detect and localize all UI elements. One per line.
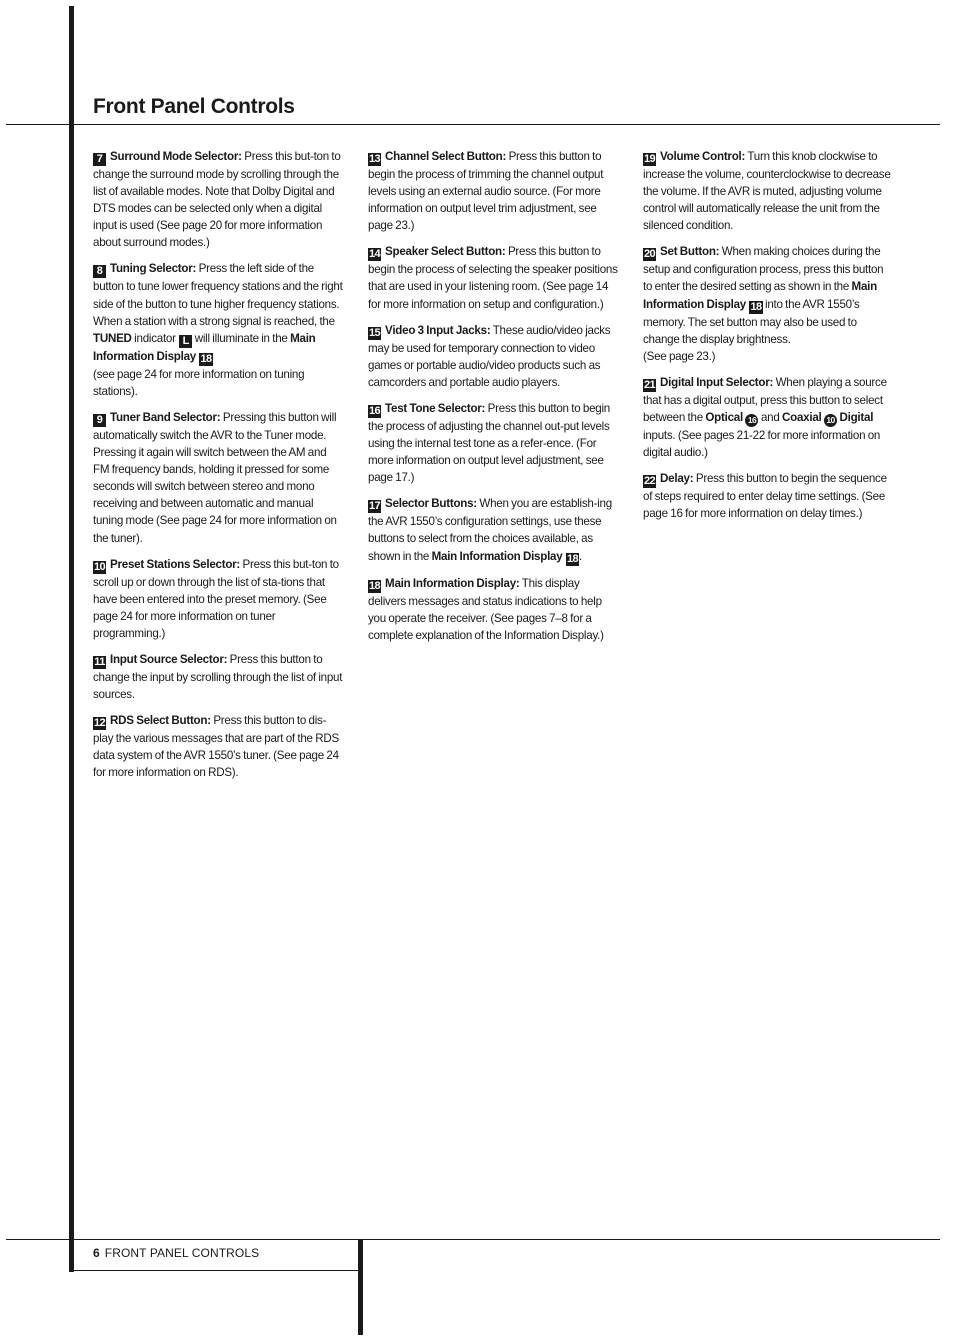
item-number: 20 bbox=[644, 248, 656, 261]
entry-text: This display delivers messages and status indications to help you operate the receiver. (See pages 7–8 for a complete explanation of the Information Display.) bbox=[368, 576, 604, 642]
entry-heading: Main Information Display: bbox=[385, 576, 520, 590]
item-number: 14 bbox=[369, 248, 381, 261]
item-number: 12 bbox=[94, 717, 106, 730]
coaxial-label: Coaxial bbox=[782, 410, 822, 424]
entry-heading: Input Source Selector: bbox=[110, 652, 228, 666]
display-reference: Main Information Display bbox=[431, 549, 563, 563]
entry-heading: Preset Stations Selector: bbox=[110, 557, 241, 571]
entry-heading: Tuner Band Selector: bbox=[110, 410, 221, 424]
page-footer bbox=[93, 1246, 259, 1260]
entry-main-information-display bbox=[368, 575, 618, 644]
item-number: 8 bbox=[93, 265, 106, 278]
entry-text: Press this but-ton to scroll up or down through the list of sta-tions that have been entered into the preset memory. (See page 24 for more information on tuner programming.) bbox=[93, 557, 339, 640]
circled-reference: 10 bbox=[824, 414, 837, 427]
entry-text: inputs. (See pages 21-22 for more information on digital audio.) bbox=[643, 428, 881, 460]
entry-text: Turn this knob clockwise to increase the volume, counterclockwise to decrease the volume. If the AVR is muted, adjusting volume control will automatically release the unit from the silenced condition. bbox=[643, 150, 891, 233]
entry-text: (see page 24 for more information on tuning stations). bbox=[93, 367, 305, 398]
entry-digital-input-selector bbox=[643, 374, 893, 461]
entry-text: Pressing this button will automatically switch the AVR to the Tuner mode. Pressing it again will switch between the AM and FM frequency bands, holding it pressed for some seconds will switch between stereo and mono receiving and between automatic and manual tuning mode (See page 24 for more information on the tuner). bbox=[93, 410, 337, 545]
entry-text: Press this button to begin the process of adjusting the channel out-put levels using the internal test tone as a refer-ence. (For more information on output level adjustment, see page 17.) bbox=[368, 401, 610, 485]
entry-heading: Speaker Select Button: bbox=[385, 245, 506, 259]
item-reference: 18 bbox=[750, 300, 762, 313]
item-number: 21 bbox=[644, 378, 656, 391]
entry-heading: Tuning Selector: bbox=[110, 262, 197, 276]
entry-surround-mode-selector bbox=[93, 148, 343, 251]
item-number: 18 bbox=[369, 579, 381, 592]
entry-text: indicator bbox=[134, 331, 176, 345]
digital-label: Digital bbox=[839, 410, 874, 424]
item-number: 9 bbox=[93, 414, 106, 427]
column-2 bbox=[368, 148, 618, 653]
entry-text: When making choices during the setup and configuration process, press this button to enter the desired setting as shown in the bbox=[643, 245, 884, 294]
header-rule bbox=[6, 124, 940, 125]
entry-heading: Digital Input Selector: bbox=[660, 375, 774, 389]
entry-text: (See page 23.) bbox=[643, 349, 716, 363]
page-number: 6 bbox=[93, 1246, 100, 1260]
tuned-label: TUNED bbox=[93, 331, 132, 345]
entry-text: Press the left side of the button to tune lower frequency stations and the right side of the button to tune higher frequency stations. When a station with a strong signal is reached, the bbox=[93, 262, 343, 328]
entry-channel-select-button bbox=[368, 148, 618, 234]
item-number: 13 bbox=[369, 153, 381, 165]
entry-text: Press this but-ton to change the surround mode by scrolling through the list of available modes. Note that Dolby Digital and DTS modes can be selected only when a digital input is used (See page 20 for more information about surround modes.) bbox=[93, 150, 341, 250]
entry-tuning-selector bbox=[93, 260, 343, 399]
entry-set-button bbox=[643, 243, 893, 364]
entry-heading: Volume Control: bbox=[660, 150, 746, 163]
circled-reference: 16 bbox=[745, 414, 758, 427]
entry-preset-stations-selector bbox=[93, 556, 343, 642]
entry-text: and bbox=[760, 410, 780, 424]
entry-text: When you are establish-ing the AVR 1550’s configuration settings, use these buttons to select from the choices available, as shown in the bbox=[368, 497, 612, 563]
entry-text: When playing a source that has a digital output, press this button to select between the bbox=[643, 375, 887, 424]
item-reference: 18 bbox=[566, 552, 578, 565]
entry-text: will illuminate in the bbox=[194, 331, 288, 345]
entry-input-source-selector bbox=[93, 651, 343, 703]
item-number: 22 bbox=[644, 475, 656, 488]
item-number: 19 bbox=[644, 153, 656, 165]
item-number: 16 bbox=[369, 404, 381, 417]
entry-volume-control bbox=[643, 148, 893, 234]
entry-speaker-select-button bbox=[368, 243, 618, 312]
entry-text: Press this button to begin the process of selecting the speaker positions that are used in your listening room. (See page 14 for more information on setup and configuration.) bbox=[368, 245, 618, 311]
entry-delay bbox=[643, 470, 893, 522]
entry-rds-select-button bbox=[93, 712, 343, 781]
item-number: 7 bbox=[93, 153, 106, 166]
entry-test-tone-selector bbox=[368, 400, 618, 486]
optical-label: Optical bbox=[705, 410, 743, 424]
left-margin-bar bbox=[69, 6, 74, 1272]
entry-heading: Set Button: bbox=[660, 245, 720, 259]
item-reference: 18 bbox=[200, 352, 212, 365]
item-number: 10 bbox=[94, 560, 106, 573]
entry-heading: Delay: bbox=[660, 472, 694, 486]
indicator-box: L bbox=[179, 335, 192, 348]
item-number: 11 bbox=[94, 655, 105, 668]
display-reference: Main Information Display bbox=[93, 331, 316, 363]
entry-heading: Channel Select Button: bbox=[385, 150, 507, 163]
entry-text: Press this button to dis-play the various messages that are part of the RDS data system of the AVR 1550’s tuner. (See page 24 for more information on RDS). bbox=[93, 714, 339, 780]
entry-heading: Selector Buttons: bbox=[385, 497, 477, 511]
entry-text: These audio/video jacks may be used for temporary connection to video games or portable audio/video products such as camcorders and portable audio players. bbox=[368, 323, 611, 389]
entry-text: into the AVR 1550’s memory. The set button may also be used to change the display brightness. bbox=[643, 297, 860, 346]
column-1 bbox=[93, 148, 343, 790]
entry-tuner-band-selector bbox=[93, 409, 343, 547]
column-3 bbox=[643, 148, 893, 531]
entry-heading: RDS Select Button: bbox=[110, 714, 211, 728]
entry-text: Press this button to begin the sequence of steps required to enter delay time settings. (See page 16 for more information on delay times.) bbox=[643, 472, 887, 521]
entry-text: Press this button to change the input by scrolling through the list of input sources. bbox=[93, 652, 343, 702]
entry-heading: Test Tone Selector: bbox=[385, 401, 486, 415]
entry-selector-buttons bbox=[368, 495, 618, 565]
entry-heading: Surround Mode Selector: bbox=[110, 150, 242, 163]
page-title: Front Panel Controls bbox=[93, 95, 295, 118]
footer-rule-full bbox=[6, 1239, 940, 1240]
footer-rule-short bbox=[69, 1270, 361, 1271]
entry-video-3-input-jacks bbox=[368, 322, 618, 391]
footer-divider-bar bbox=[358, 1240, 363, 1335]
entry-text: Press this button to begin the process of trimming the channel output levels using an external audio source. (For more information on output level trim adjustment, see page 23.) bbox=[368, 150, 604, 233]
item-number: 17 bbox=[369, 500, 381, 513]
entry-text: . bbox=[578, 549, 582, 563]
item-number: 15 bbox=[369, 326, 381, 339]
footer-section: FRONT PANEL CONTROLS bbox=[104, 1246, 260, 1260]
entry-heading: Video 3 Input Jacks: bbox=[385, 323, 491, 337]
display-reference: Main Information Display bbox=[643, 280, 877, 311]
